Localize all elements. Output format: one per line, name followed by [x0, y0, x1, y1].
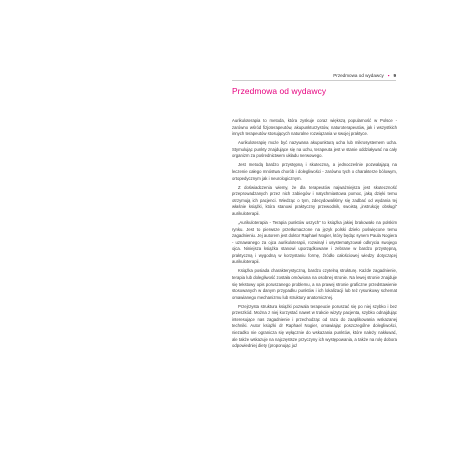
header-rule [232, 80, 396, 81]
running-header-title: Przedmowa od wydawcy [333, 72, 384, 78]
paragraph-1: Aurikuloterapia to metoda, która zyskuje coraz większą popularność w Polsce - zarówno wśród fizjoterapeutów, akupunkturzystów, naturoterapeutów, jak i wszystkich innych terapeutów stosujących naturalne rozwiązania w swojej praktyce. [232, 118, 397, 137]
chapter-title: Przedmowa od wydawcy [232, 86, 327, 96]
paragraph-3: Jest metodą bardzo przystępną i skuteczną, a jednocześnie pozwalającą na leczenie całego mnóstwa chorób i dolegliwości - zarówno tych o charakterze bólowym, ortopedycznym jak i neurologicznym. [232, 162, 397, 181]
running-header [232, 70, 396, 80]
paragraph-5: „Aurikuloterapia - Terapia punktów uszych” to książka jakiej brakowało na polskim rynku. Jest to pierwsze przetłumaczone na język polski dzieło poświęcone temu zagadnieniu. Jej autorem jest doktor Raphael Nogier, który będąc synem Paula Nogiera - uznawanego za ojca aurikuloterapii, rozwinął i usystematyzował odkrycia swojego ojca. Niniejsza książka stanowi uporządkowane i zebrane w bardzo przystępną, praktyczną i wygodną w korzystaniu formę, źródło całościowej wiedzy dotyczącej aurikuloterapii. [232, 220, 397, 265]
paragraph-4: Z doświadczenia wiemy, że dla terapeutów najważniejsza jest skuteczność przeprowadzanych przez nich zabiegów i natychmiastowa pomoc, jaką dzięki temu otrzymują ich pacjenci. Wiedząc o tym, zdecydowaliśmy się zadbać od wydania tej właśnie książki, która stanowi praktyczny przewodnik, swoistą „instrukcję obsługi” aurikuloterapii. [232, 184, 397, 216]
paragraph-6: Książka posiada charakterystyczną, bardzo czytelną strukturę. Każde zagadnienie, terapia lub dolegliwość została omówiona na osobnej stronie. Na lewej stronie znajduje się tekstowy opis poruszanego problemu, a na prawej stronie graficzne przedstawienie stosowanych w danym przypadku punktów i ich lokalizacji lub też rysunkowy schemat omawianego mechanizmu lub struktury anatomicznej. [232, 268, 397, 300]
body-text [232, 118, 397, 352]
paragraph-7: Przejrzysta struktura książki pozwala terapeucie poruszać się po niej szybko i bez przeszkód. Można z niej korzystać nawet w trakcie wizyty pacjenta, szybko odnajdując interesujące nas zagadnienie i przechodząc od razu do zaaplikowania wskazanej techniki. Autor książki dr Raphael Nogier, omawiając poszczególne dolegliwości, niezadko nie ogranicza się wyłącznie do wskazania punktów, które należy nakłuwać, ale także wskazuje na najczęstsze przyczyny ich występowania, a także na rolę dobora odpowiedniej diety (proponując już [232, 303, 397, 349]
page-number: 9 [393, 72, 396, 78]
header-separator-icon: ▪ [387, 72, 390, 78]
paragraph-2: Aurikuloterapię może być nazywana akupunkturą ucha lub mikrosystemem ucha. Stymulując punkty znajdujące się na uchu, terapeuta jest w stanie oddziaływać na cały organizm za pośrednictwem układu nerwowego. [232, 140, 397, 159]
